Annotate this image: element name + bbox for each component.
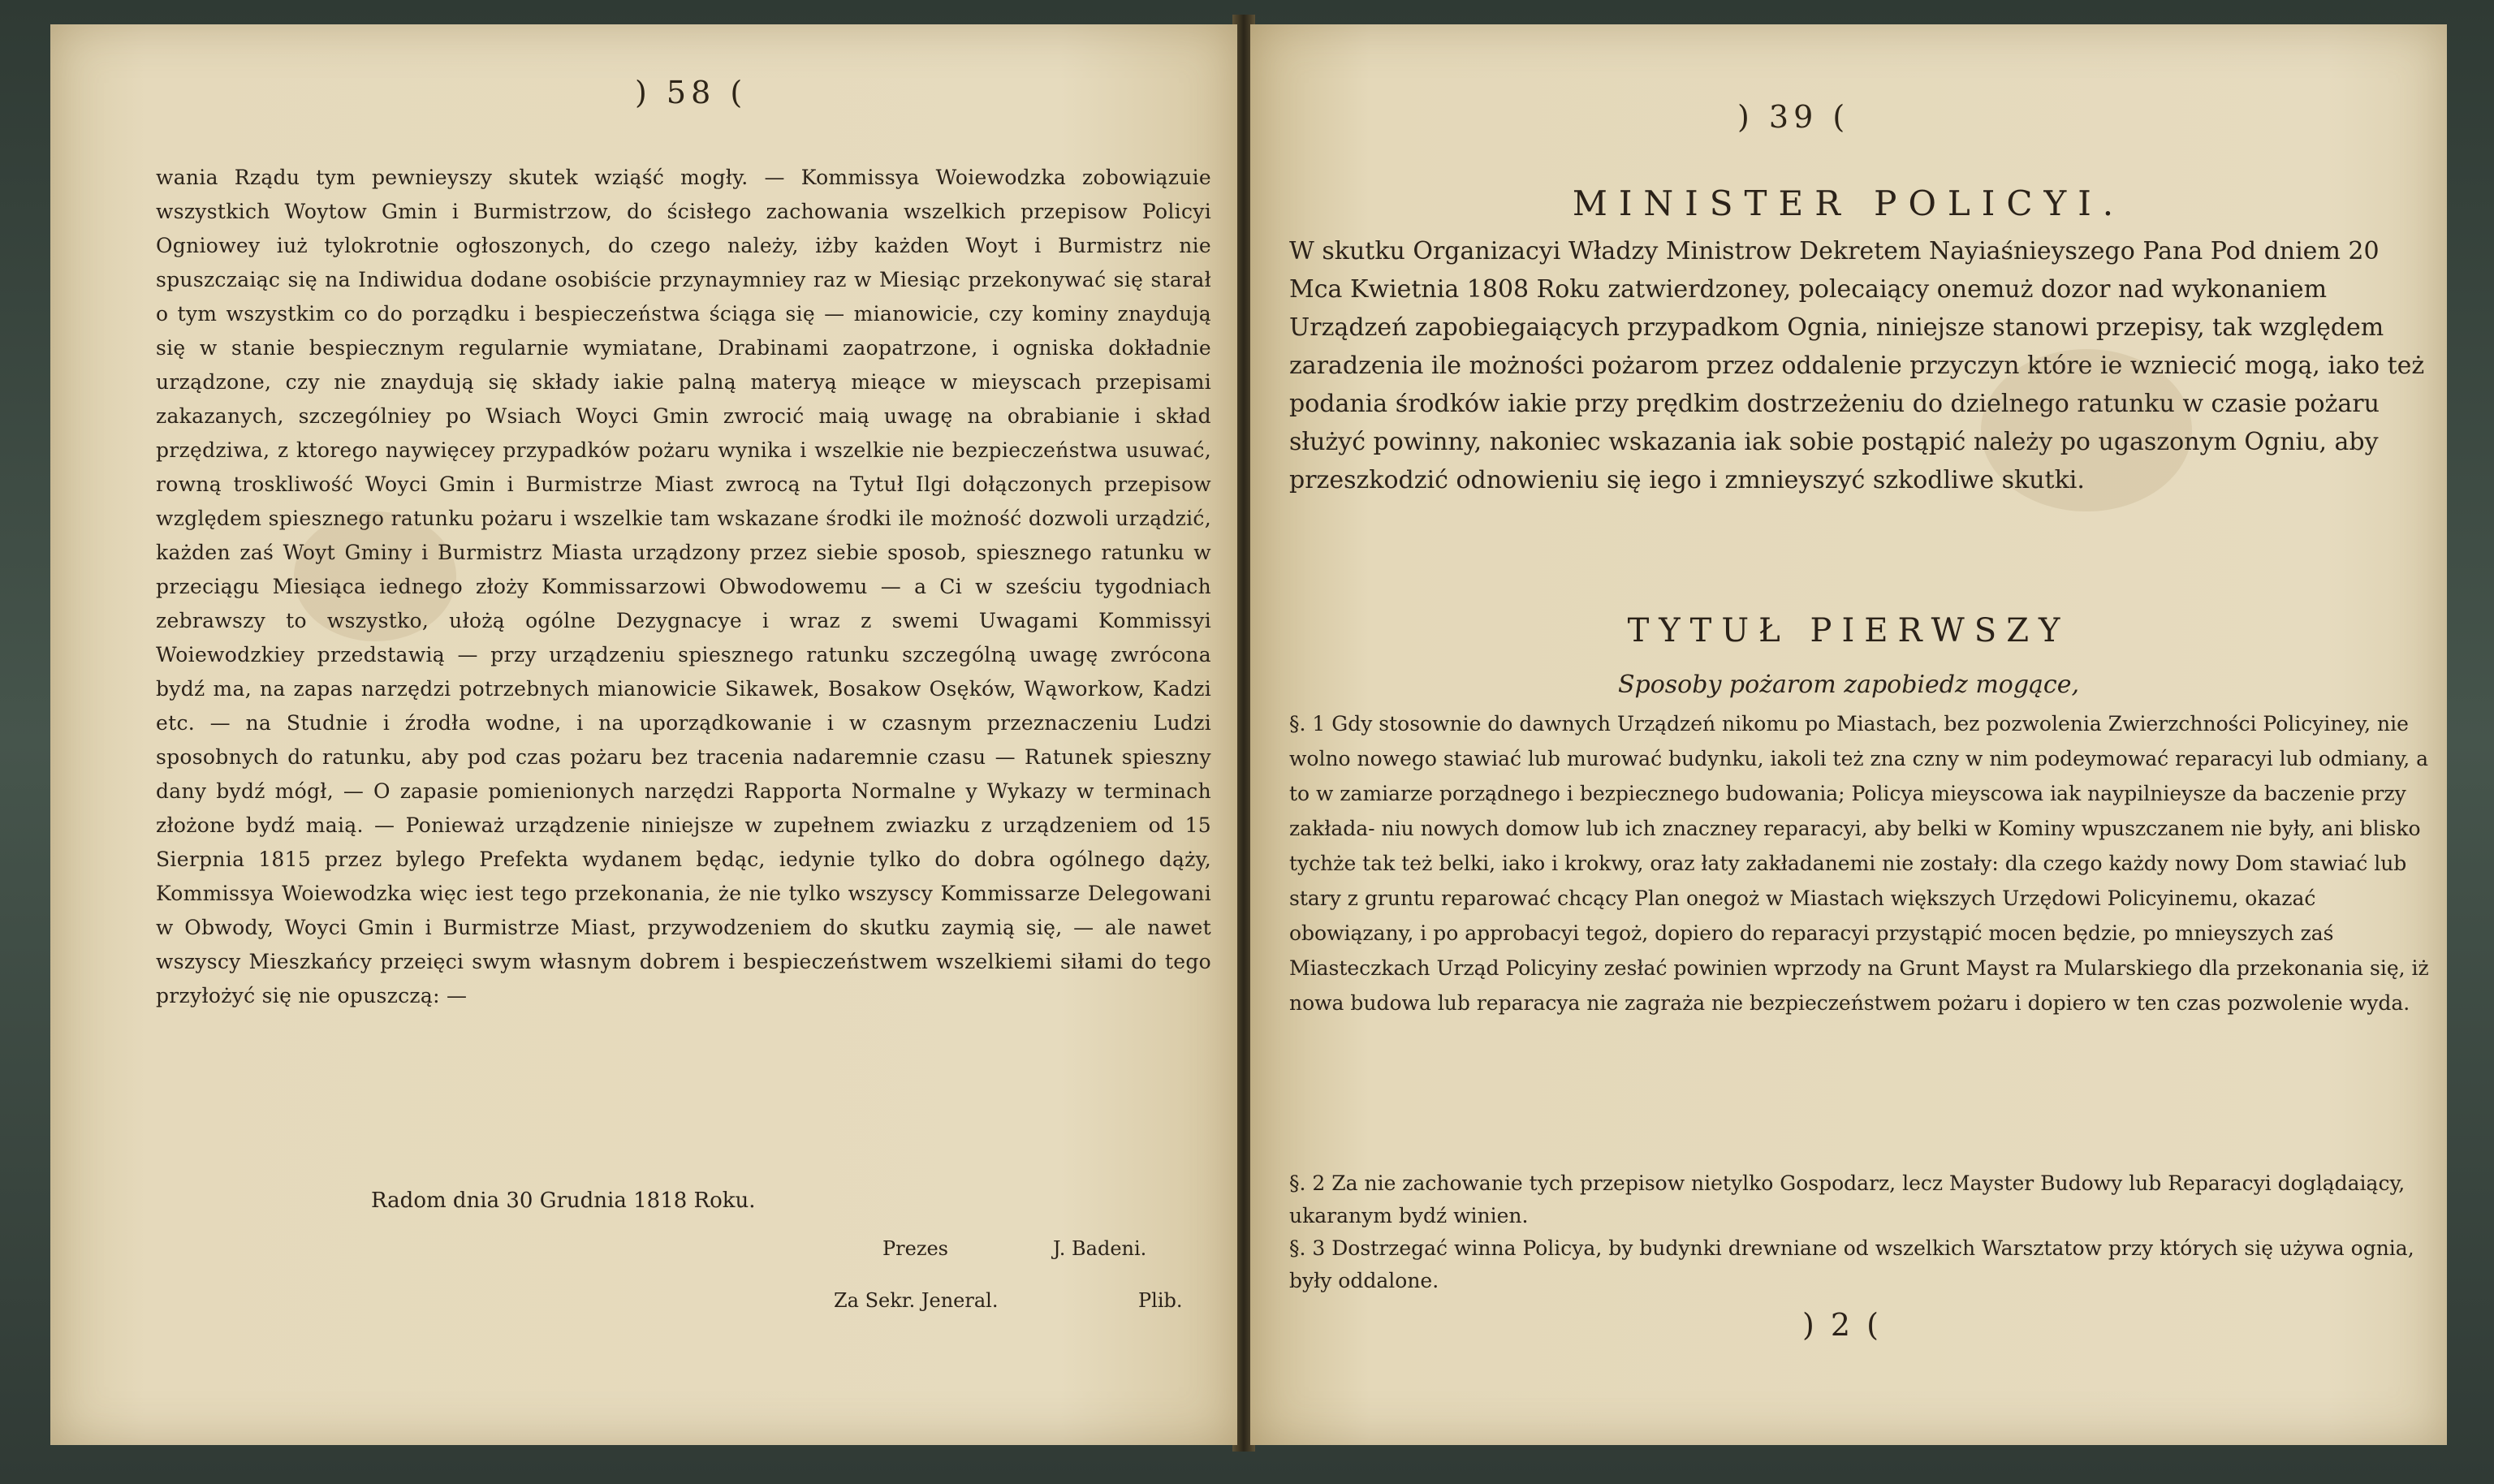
text-line: w przeciągu Miesiąca iednego złoży Kommissarzowi Obwodowemu — a Ci w sześciu tygodniach zebrawszy to wszystko, ułożą ogólne Dezygnacye i wraz z swemi Uwagami Kommissyi Woiewodzkiey przedstawią — przy urządzeniu spiesznego ratunku szczególną uwagę zwrócona bydź ma, na zapas narzędzi potrzebnych mianowicie Sikawek, Bosakow Osęków, Wąworkow, Kadzi etc. — na Studnie i źrodła wodne, i na uporządkowanie i w czasnym przeznaczeniu Ludzi sposobnych do ratunku, aby pod czas pożaru bez tracenia nadaremnie czasu — Ratunek spieszny dany bydź mógł, — O zapasie pomienionych narzędzi [156, 541, 1211, 803]
text-line: materyą mieące w mieyscach przepisami zakazanych, szczególniey po Wsiach Woyci [156, 370, 1211, 428]
text-line: nie były, ani blisko tychże tak też belki, iako i krokwy, oraz łaty zakładanemi nie [1289, 817, 2421, 875]
secretary-label: Za Sekr. Jeneral. [834, 1289, 999, 1312]
text-line: których się używa ognia, były oddalone. [1289, 1236, 2414, 1292]
text-line: §. 3 Dostrzegać winna Policya, by budynki drewniane od wszelkich Warsztatow przy [1289, 1236, 2160, 1260]
heading-tytul-pierwszy: TYTUŁ PIERWSZY [1627, 612, 2070, 649]
text-line: Gmin i Burmistrze Miast zwrocą na Tytuł Ilgi dołączonych przepisow względem spiesznego ratunku pożaru i wszelkie tam wskazane środki ile możność dozwoli urządzić, każden [156, 472, 1212, 564]
text-line: zaś Woyt Gminy i Burmistrz Miasta urządzony przez siebie sposob, spiesznego ratunku [239, 541, 1194, 564]
left-page-body [156, 161, 1211, 1013]
text-line: Pana Pod dniem 20 Mca Kwietnia 1808 Roku zatwierdzoney, polecaiący [1289, 237, 2380, 304]
section-2 [1289, 1167, 2434, 1232]
text-line: wania Rządu tym pewnieyszy skutek wziąść mogły. — Kommissya Woiewodzka zobowiązuie wszystkich Woytow Gmin i Burmistrzow, do ścisłego zachowania wszelkich przepisow Policyi Ogniowey iuż tylokrotnie ogłoszonych, do czego należy, iżby każden Woyt [156, 166, 1211, 257]
text-line: §. 1 Gdy stosownie do dawnych Urządzeń nikomu po Miastach, bez pozwolenia Zwierzchności Policyiney, nie wolno nowego stawiać lub murować budynku, iakoli też zna [1289, 712, 2409, 770]
text-line: W skutku Organizacyi Władzy Ministrow Dekretem Nayiaśnieyszego [1289, 237, 2143, 265]
section-3 [1289, 1232, 2434, 1297]
text-line: zostały: dla czego każdy nowy Dom stawiać lub stary z gruntu reparować chcący [1289, 852, 2407, 910]
page-number-39: ) 39 ( [1737, 99, 1850, 135]
text-line: po ugaszonym Ogniu, aby przeszkodzić odnowieniu się iego i zmnieyszyć [1289, 428, 2379, 494]
text-line: szkodliwe skutki. [1872, 466, 2085, 494]
page-number-58: ) 58 ( [635, 75, 748, 110]
text-line: Reparacyi doglądaiący, ukaranym bydź winien. [1289, 1171, 2406, 1227]
text-line: przekonywać się starał o tym wszystkim co do porządku i bespieczeństwa ściąga się — [156, 268, 1211, 326]
text-line: Gmin zwrocić maią uwagę na obrabianie i skład przędziwa, z ktorego naywięcey przypadków pożaru wynika i wszelkie nie bezpieczeństwa usuwać, rowną troskliwość Woyci [156, 404, 1211, 496]
text-line: przyłożyć się nie opuszczą: — [156, 984, 468, 1007]
text-line: Miasteczkach Urząd Policyiny zesłać powinien wprzody na Grunt Mayst ra Mularskiego dla przekonania się, iż nowa budowa lub reparacya nie zagraża nie bezpieczeństwem pożaru i dopiero w ten czas pozwolenie wyda. [1289, 956, 2429, 1015]
right-page [1250, 24, 2447, 1445]
text-line: approbacyi tegoż, dopiero do reparacyi przystąpić mocen będzie, po mnieyszych zaś [1465, 921, 2334, 945]
text-line: niniejsze w zupełnem zwiazku z urządzeniem od 15 Sierpnia 1815 przez bylego Prefekta [156, 813, 1211, 871]
secretary-name: Plib. [1138, 1289, 1183, 1312]
text-line: onemuż dozor nad wykonaniem Urządzeń zapobiegaiących przypadkom Ognia, niniejsze stanowi przepisy, tak względem zaradzenia ile możności [1289, 275, 2384, 380]
text-line: niu nowych domow lub ich znaczney reparacyi, aby belki w Kominy wpuszczanem [1381, 817, 2231, 840]
text-line: pożarom przez oddalenie przyczyn które ie wzniecić mogą, iako też podania środków iakie przy prędkim dostrzeżeniu do dzielnego ratunku w czasie pożaru służyć powinny, nakoniec wskazania iak sobie postąpić należy [1289, 352, 2425, 456]
text-line: Plan onegoż w Miastach większych Urzędowi Policyinemu, okazać obowiązany, i po [1289, 887, 2316, 945]
text-line: mianowicie, czy kominy znaydują się w stanie bespiecznym regularnie wymiatane, Drabinami zaopatrzone, i ogniska dokładnie urządzone, czy nie znaydują się składy iakie palną [156, 302, 1211, 394]
prezes-label: Prezes [882, 1237, 948, 1260]
subheading-sposoby: Sposoby pożarom zapobiedz mogące, [1617, 671, 2080, 699]
prezes-name: J. Badeni. [1053, 1237, 1147, 1260]
text-line: wydanem będąc, iedynie tylko do dobra ogólnego dąży, Kommissya Woiewodzka więc iest tego przekonania, że nie tylko wszyscy Kommissarze Delegowani w Obwody, Woyci [156, 848, 1211, 939]
date-line: Radom dnia 30 Grudnia 1818 Roku. [371, 1188, 756, 1213]
catchword: ) 2 ( [1802, 1307, 1882, 1343]
intro-paragraph [1289, 232, 2434, 499]
text-line: i Burmistrz nie spuszczaiąc się na Indiwidua dodane osobiście przynaymniey raz w Miesiąc [156, 234, 1212, 291]
text-line: Rapporta Normalne y Wykazy w terminach złożone bydź maią. — Ponieważ urządzenie [156, 779, 1211, 837]
section-1 [1289, 706, 2434, 1020]
text-line: Gmin i Burmistrze Miast, przywodzeniem do skutku zaymią się, — ale nawet wszyscy Mieszkańcy przeięci swym własnym dobrem i bespieczeństwem wszelkiemi siłami do tego [156, 916, 1211, 973]
text-line: §. 2 Za nie zachowanie tych przepisow nietylko Gospodarz, lecz Mayster Budowy lub [1289, 1171, 2168, 1195]
text-line: czny w nim podeymować reparacyi lub odmiany, a to w zamiarze porządnego i bezpiecznego budowania; Policya mieyscowa iak naypilnieysze da baczenie przy zakłada- [1289, 747, 2429, 840]
heading-minister-policyi: MINISTER POLICYI. [1572, 183, 2125, 223]
left-page [50, 24, 1237, 1445]
